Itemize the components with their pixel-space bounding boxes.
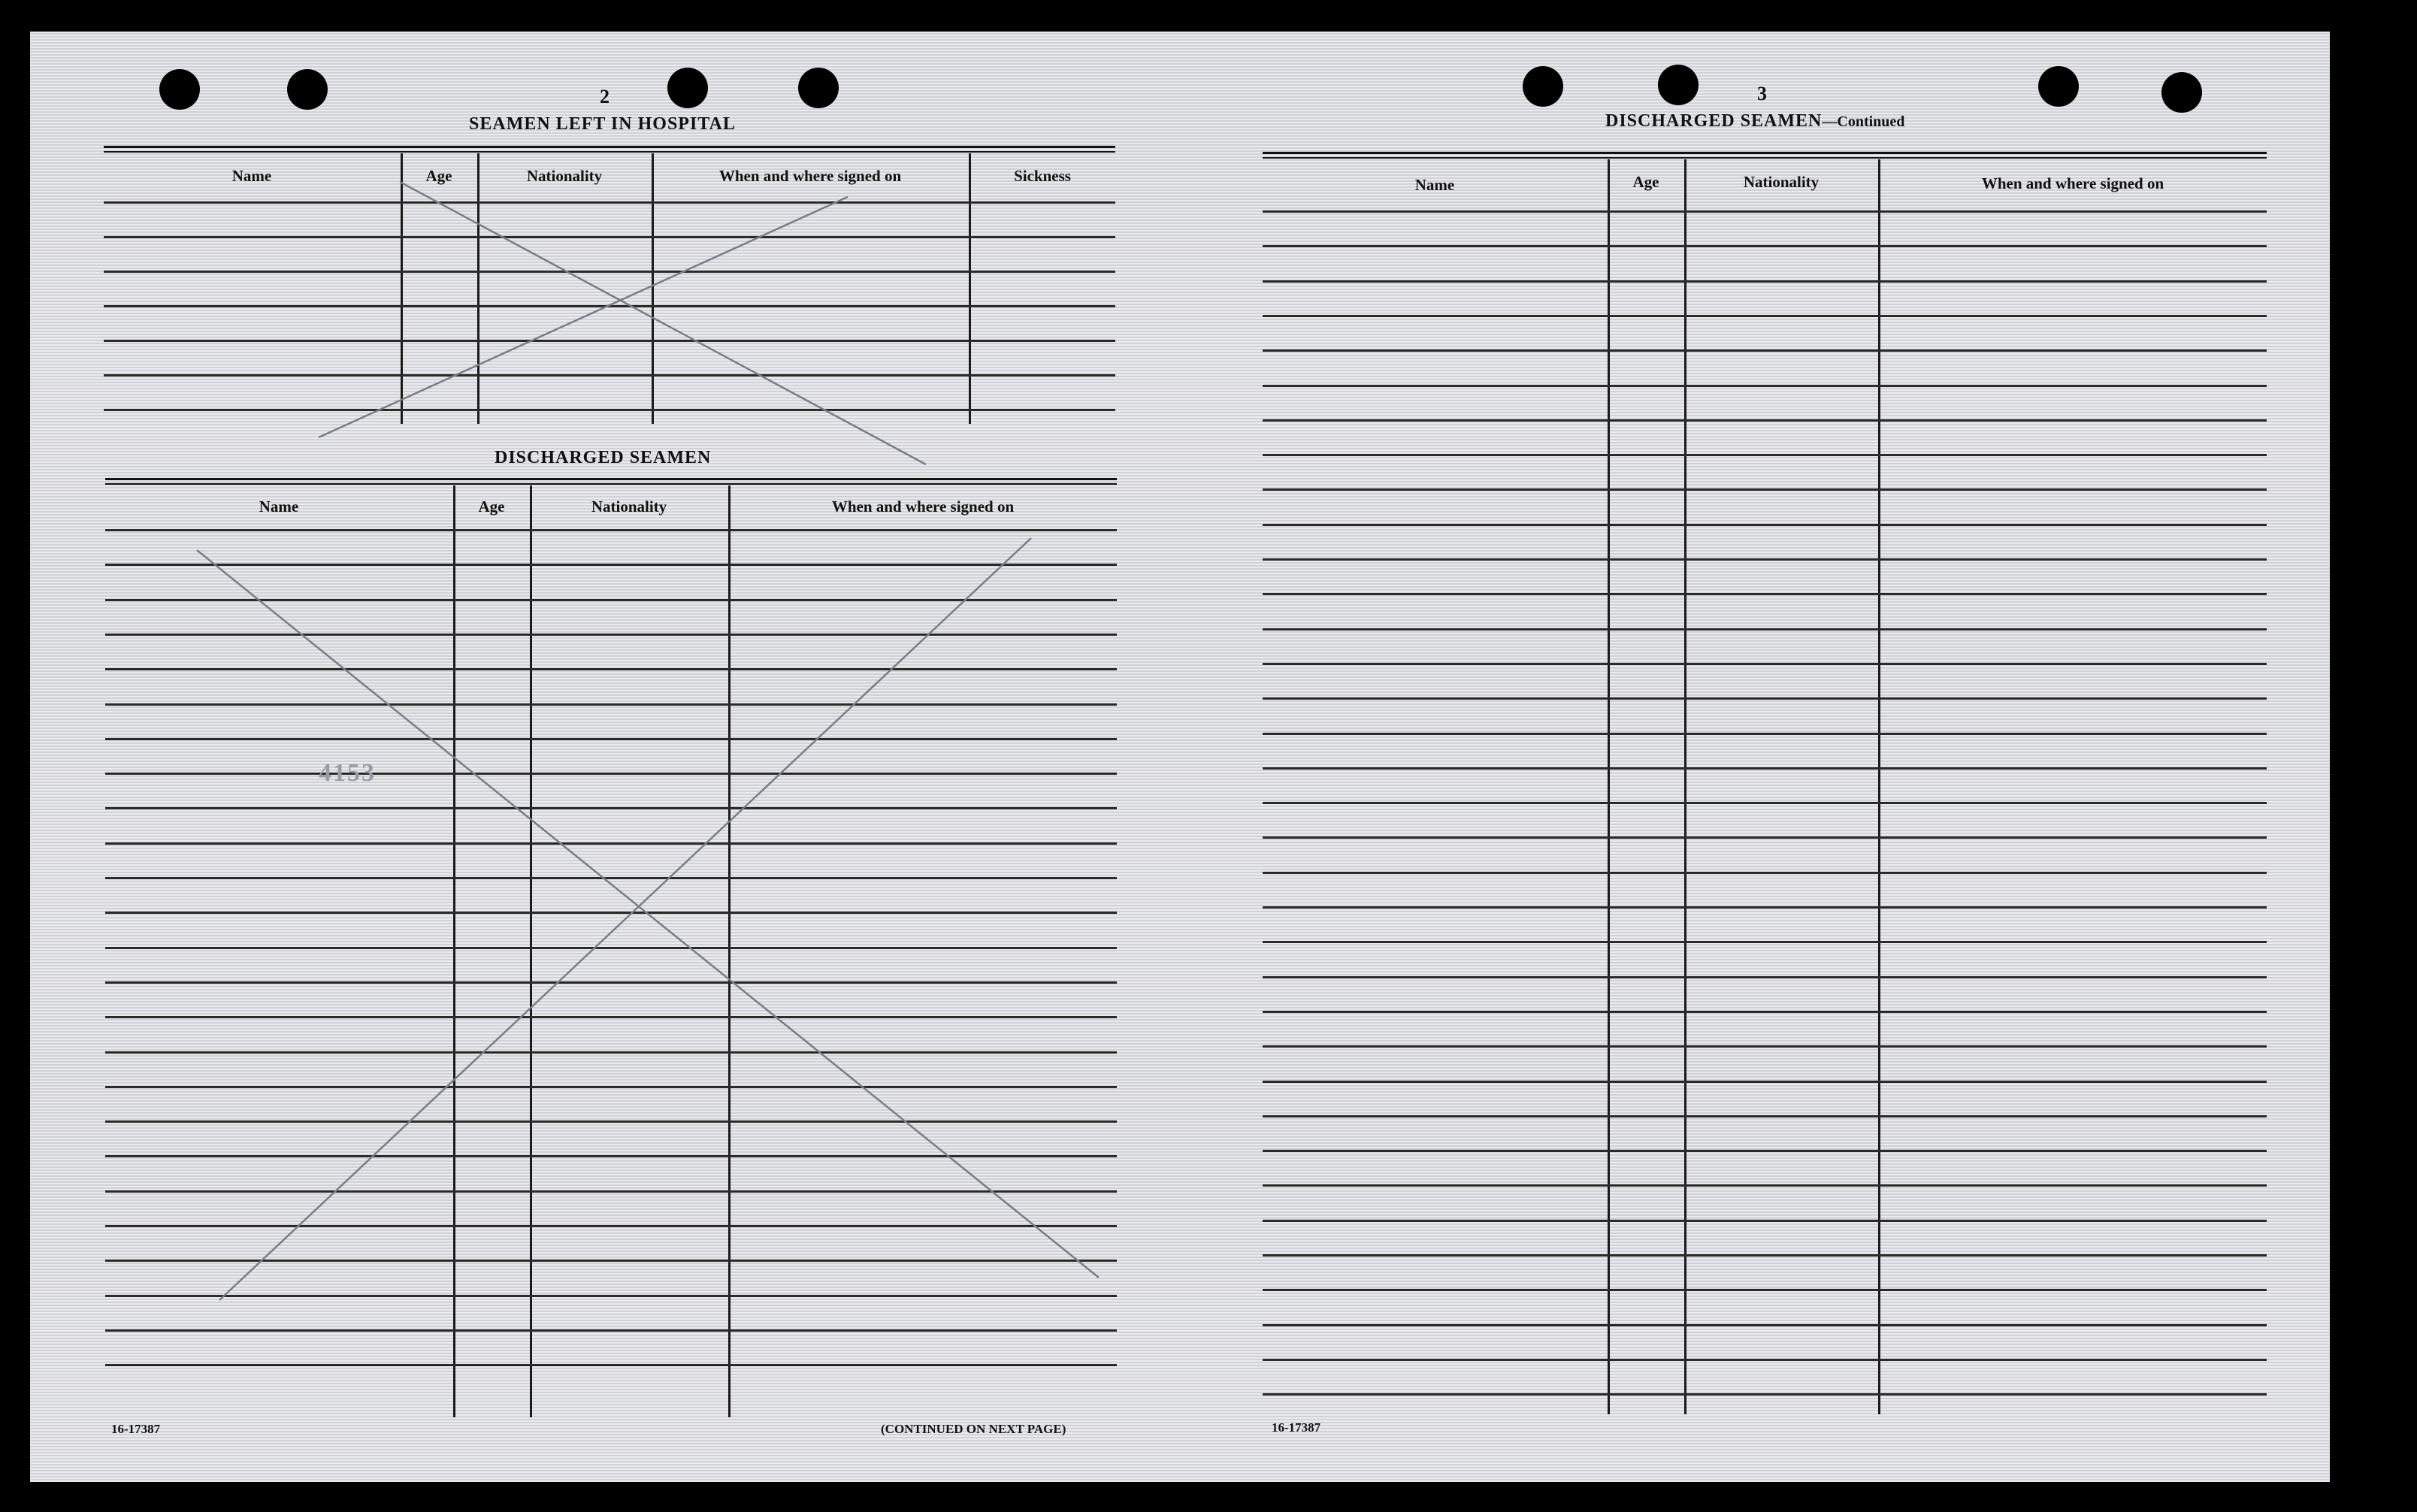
right-form-number: 16-17387 [1272, 1420, 1321, 1435]
ruled-line [1263, 488, 2267, 491]
ruled-line [1263, 1220, 2267, 1222]
column-header-signed-on: When and where signed on [1981, 174, 2164, 192]
column-divider [1608, 159, 1610, 1414]
column-header-name: Name [259, 497, 299, 516]
ruled-line [1263, 1150, 2267, 1152]
ruled-line [1263, 210, 2267, 213]
ruled-line [1263, 1081, 2267, 1083]
column-header-nationality: Nationality [526, 167, 603, 185]
ruled-line [1263, 802, 2267, 804]
ruled-line [1263, 524, 2267, 526]
column-header-nationality: Nationality [591, 497, 667, 516]
ruled-line [1263, 280, 2267, 283]
ruled-line [1263, 1045, 2267, 1048]
ruled-line [1263, 558, 2267, 561]
ruled-line [1263, 767, 2267, 770]
ruled-line [1263, 419, 2267, 422]
column-header-age: Age [478, 497, 505, 516]
ruled-line [1263, 906, 2267, 909]
ruled-line [1263, 941, 2267, 943]
table-top-rule [1263, 152, 2267, 154]
column-divider [1684, 159, 1686, 1414]
ruled-line [1263, 315, 2267, 317]
faint-stamp: 4153 [319, 759, 376, 787]
ruled-line [1263, 1011, 2267, 1013]
discharged-table-right [1263, 152, 2267, 1416]
discharged-section-title: DISCHARGED SEAMEN [495, 448, 712, 467]
column-header-name: Name [1414, 176, 1455, 194]
ruled-line [1263, 976, 2267, 978]
ruled-line [1263, 593, 2267, 595]
column-header-age: Age [1632, 173, 1659, 191]
continued-note: (CONTINUED ON NEXT PAGE) [881, 1422, 1066, 1436]
column-header-sickness: Sickness [1014, 167, 1071, 185]
column-divider [1878, 159, 1880, 1414]
ruled-line [1263, 872, 2267, 874]
ruled-line [1263, 733, 2267, 735]
ruled-line [1263, 628, 2267, 631]
ruled-line [1263, 349, 2267, 352]
ruled-line [1263, 1359, 2267, 1361]
ruled-line [1263, 1254, 2267, 1256]
column-header-signed-on: When and where signed on [718, 167, 902, 185]
ruled-line [1263, 836, 2267, 839]
ruled-line [1263, 1289, 2267, 1291]
table-top-rule [1263, 157, 2267, 159]
right-title-suffix: —Continued [1822, 113, 1905, 130]
left-page-number: 2 [600, 86, 610, 107]
column-header-name: Name [231, 167, 272, 185]
ruled-line [1263, 1393, 2267, 1396]
column-header-signed-on: When and where signed on [831, 497, 1015, 516]
ruled-line [1263, 663, 2267, 665]
ruled-line [1263, 1115, 2267, 1117]
column-header-age: Age [425, 167, 452, 185]
ruled-line [1263, 697, 2267, 700]
right-title-text: DISCHARGED SEAMEN [1605, 111, 1823, 131]
left-form-number: 16-17387 [111, 1422, 161, 1436]
ruled-line [1263, 385, 2267, 387]
ruled-line [1263, 454, 2267, 456]
hospital-section-title: SEAMEN LEFT IN HOSPITAL [469, 114, 736, 134]
ruled-line [1263, 1324, 2267, 1326]
right-page-number: 3 [1757, 83, 1767, 104]
ruled-line [1263, 1184, 2267, 1187]
ruled-line [1263, 245, 2267, 247]
column-header-nationality: Nationality [1743, 173, 1820, 191]
right-section-title [1605, 111, 1904, 132]
